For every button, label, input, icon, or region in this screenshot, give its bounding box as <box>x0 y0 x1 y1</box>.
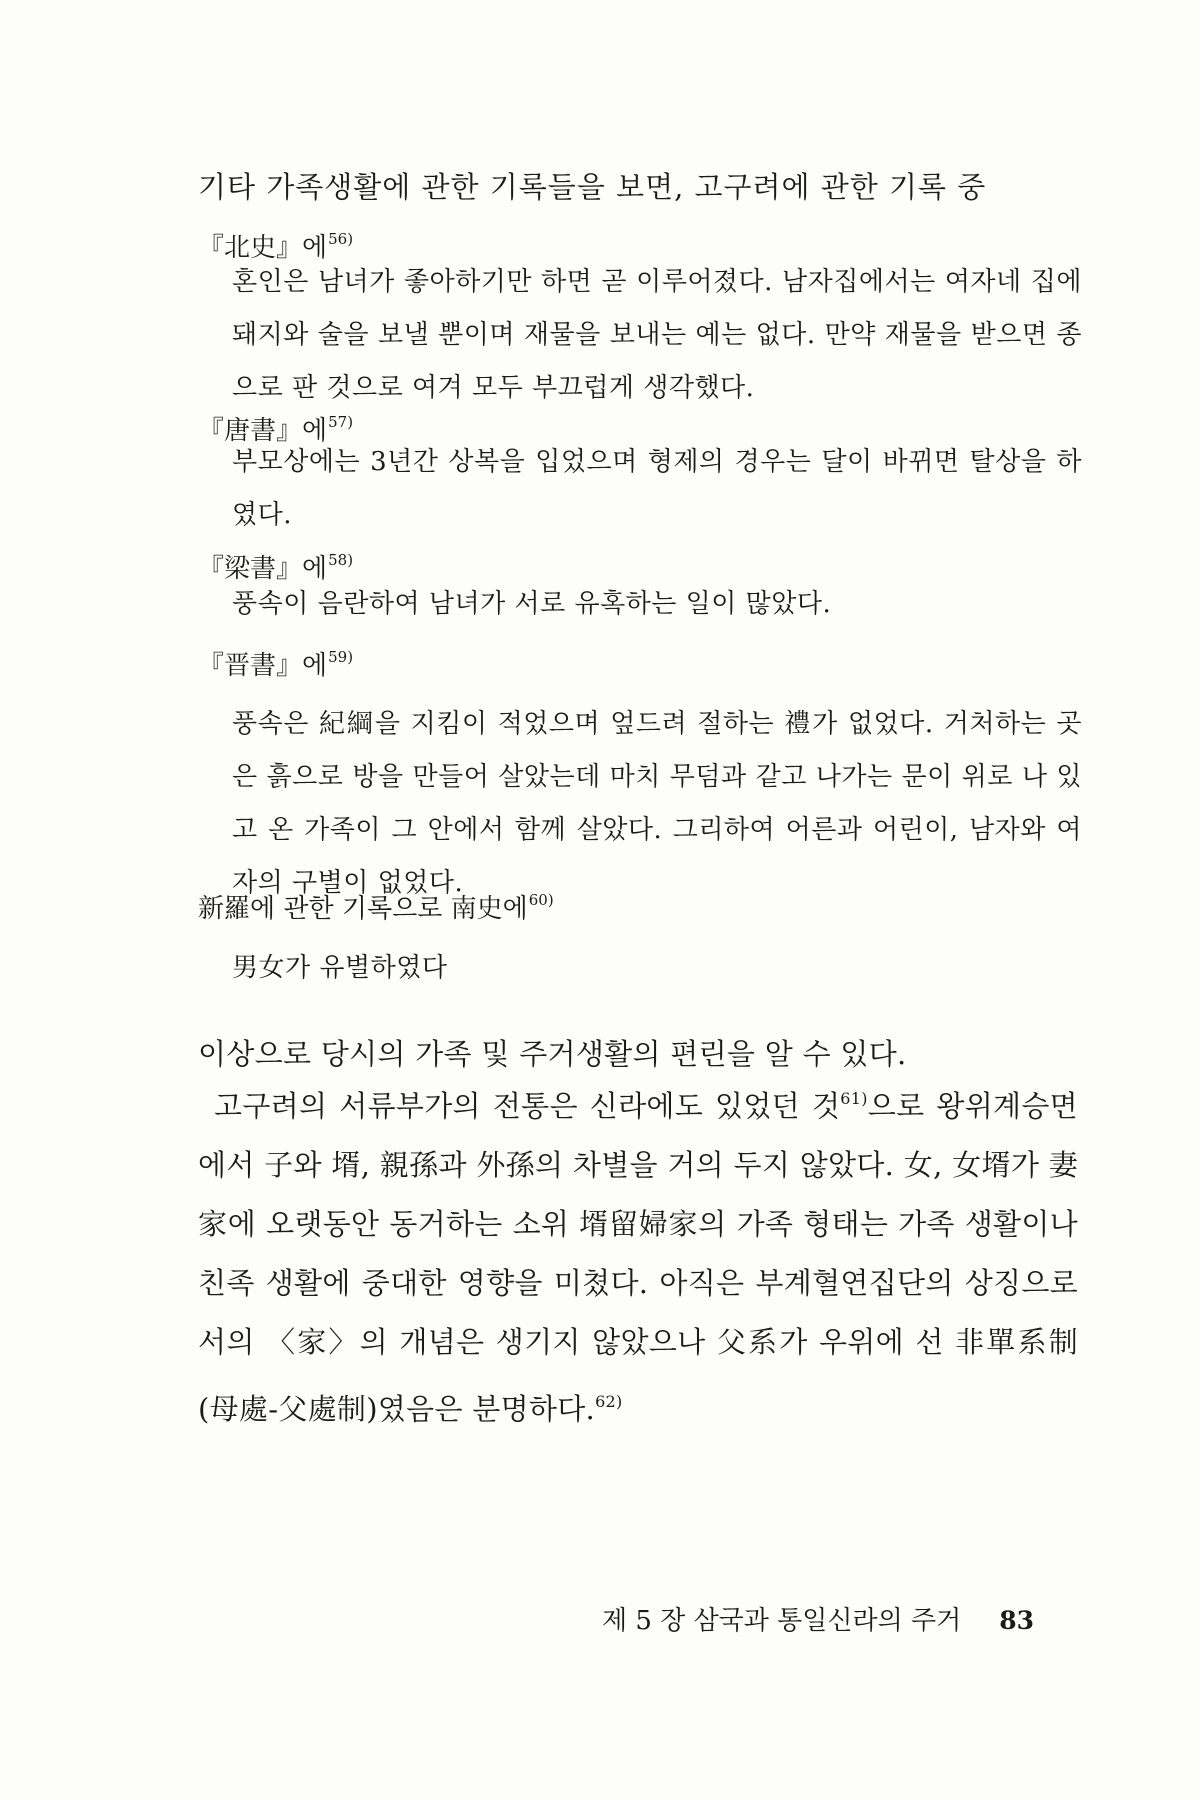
paragraph-text: 으로 왕위계승면에서 子와 壻, 親孫과 外孫의 차별을 거의 두지 않았다. 女, 女壻가 妻家에 오랫동안 동거하는 소위 壻留婦家의 가족 형태는 가족 생활이나 친족 생활에 중대한 영향을 미쳤다. 아직은 부계혈연집단의 상징으로서의 〈家〉의 개념은 생기지 않았으나 父系가 우위에 선 非單系制(母處-父處制)였음은 분명하다. <box>198 1089 1078 1426</box>
source-heading-namsa <box>198 888 554 925</box>
source-label: 『梁書』에 <box>198 554 328 584</box>
intro-line: 기타 가족생활에 관한 기록들을 보면, 고구려에 관한 기록 중 <box>198 170 987 204</box>
footnote-ref: 62) <box>595 1392 623 1411</box>
source-label: 『唐書』에 <box>198 416 328 446</box>
quote-jinseo: 풍속은 紀綱을 지킴이 적었으며 엎드려 절하는 禮가 없었다. 거처하는 곳은 흙으로 방을 만들어 살았는데 마치 무덤과 같고 나가는 문이 위로 나 있고 온 가족이 그 안에서 함께 살았다. 그리하여 어른과 어린이, 남자와 여자의 구별이 없었다. <box>232 709 1082 898</box>
footnote-ref: 56) <box>328 230 354 248</box>
source-label: 『晋書』에 <box>198 651 328 681</box>
paragraph-text: 고구려의 서류부가의 전통은 신라에도 있었던 것 <box>214 1089 841 1123</box>
quote-yangseo: 풍속이 음란하여 남녀가 서로 유혹하는 일이 많았다. <box>232 589 832 619</box>
source-label: 新羅에 관한 기록으로 南史에 <box>198 894 528 924</box>
footnote-ref: 61) <box>840 1089 868 1108</box>
footnote-ref: 57) <box>328 413 354 431</box>
footnote-ref: 58) <box>328 551 354 569</box>
page-number: 83 <box>999 1606 1035 1635</box>
quote-namsa: 男女가 유별하였다 <box>232 953 448 983</box>
body-paragraph-2 <box>198 1069 1078 1439</box>
quote-dangseo: 부모상에는 3년간 상복을 입었으며 형제의 경우는 달이 바뀌면 탈상을 하였다. <box>232 447 1082 530</box>
running-chapter-title: 제 5 장 삼국과 통일신라의 주거 <box>602 1606 962 1636</box>
footnote-ref: 59) <box>328 648 354 666</box>
footnote-ref: 60) <box>528 891 554 909</box>
source-label: 『北史』에 <box>198 233 328 263</box>
quote-bukssa: 혼인은 남녀가 좋아하기만 하면 곧 이루어졌다. 남자집에서는 여자네 집에 돼지와 술을 보낼 뿐이며 재물을 보내는 예는 없다. 만약 재물을 받으면 종으로 판 것으로 여겨 모두 부끄럽게 생각했다. <box>232 267 1082 403</box>
body-paragraph-1: 이상으로 당시의 가족 및 주거생활의 편린을 알 수 있다. <box>198 1037 907 1071</box>
source-heading-jinseo <box>198 645 353 682</box>
page-footer <box>602 1600 1034 1637</box>
